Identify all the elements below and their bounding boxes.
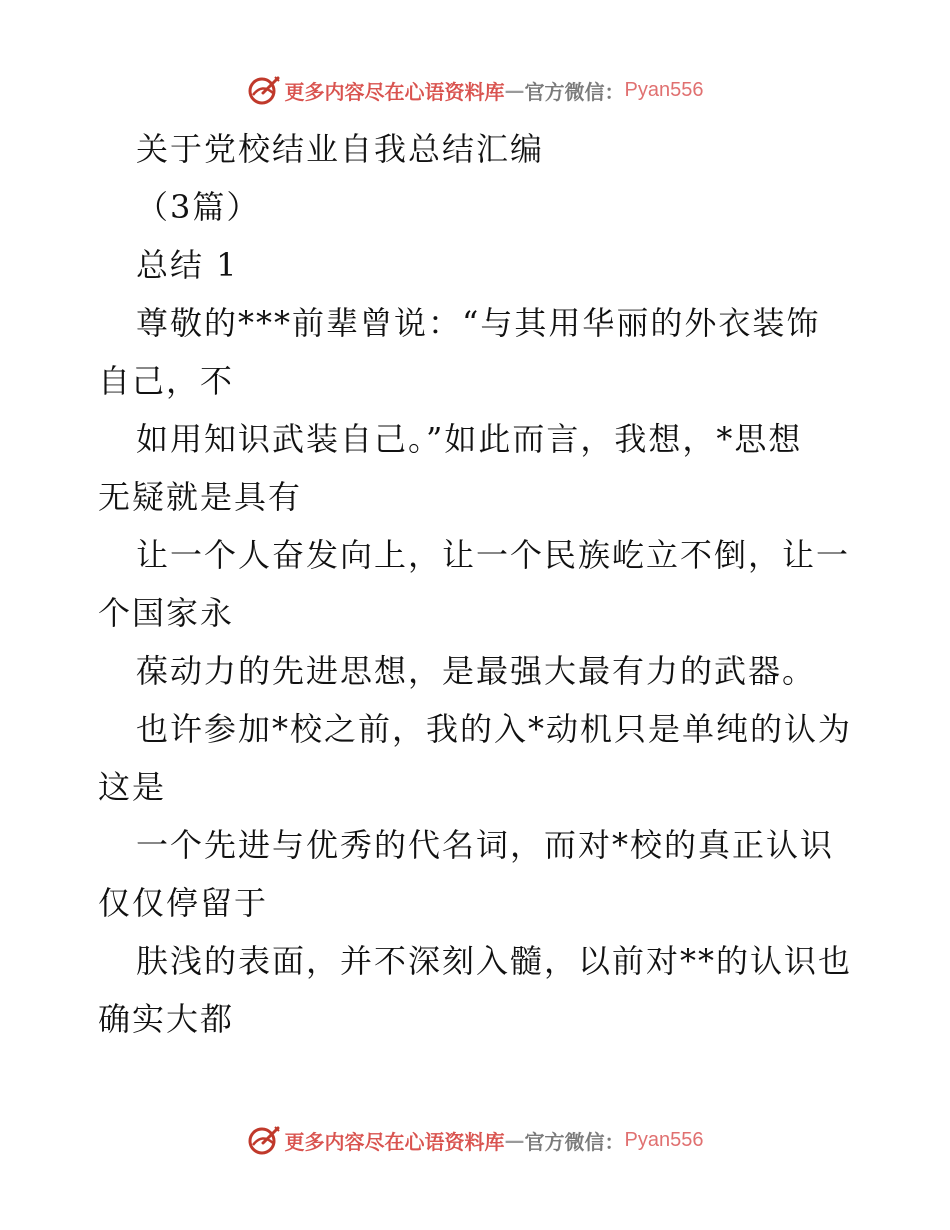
header-watermark	[0, 70, 950, 110]
text-line: 一个先进与优秀的代名词，而对*校的真正认识	[136, 826, 835, 864]
document-subtitle: （3篇）	[136, 188, 261, 226]
text-line: 确实大都	[98, 1000, 235, 1038]
text-line: 肤浅的表面，并不深刻入髓，以前对**的认识也	[136, 942, 853, 980]
document-title: 关于党校结业自我总结汇编	[136, 130, 545, 168]
text-line: 仅仅停留于	[98, 884, 269, 922]
watermark-site-name: 更多内容尽在心语资料库	[284, 1129, 505, 1154]
watermark-wechat-label: 官方微信：	[524, 79, 625, 104]
text-line: 无疑就是具有	[98, 478, 303, 516]
document-body	[98, 120, 858, 1048]
text-line: 也许参加*校之前，我的入*动机只是单纯的认为	[136, 710, 853, 748]
text-line: 尊敬的***前辈曾说：“与其用华丽的外衣装饰	[136, 304, 821, 342]
section-heading: 总结 1	[136, 246, 239, 284]
text-line: 让一个人奋发向上，让一个民族屹立不倒，让一	[136, 536, 851, 574]
text-line: 自己，不	[98, 362, 235, 400]
book-pen-icon	[247, 73, 281, 107]
text-line: 这是	[98, 768, 167, 806]
text-line: 个国家永	[98, 594, 235, 632]
footer-watermark	[0, 1120, 950, 1160]
watermark-site-name: 更多内容尽在心语资料库	[284, 79, 505, 104]
watermark-dash: —	[504, 78, 525, 102]
watermark-wechat-id: Pyan556	[624, 1128, 704, 1151]
watermark-dash: —	[504, 1128, 525, 1152]
book-pen-icon	[247, 1123, 281, 1157]
text-line: 如用知识武装自己。”如此而言，我想，*思想	[136, 420, 803, 458]
text-line: 葆动力的先进思想，是最强大最有力的武器。	[136, 652, 817, 690]
paragraph	[98, 294, 858, 1048]
watermark-wechat-label: 官方微信：	[524, 1129, 625, 1154]
watermark-wechat-id: Pyan556	[624, 78, 704, 101]
